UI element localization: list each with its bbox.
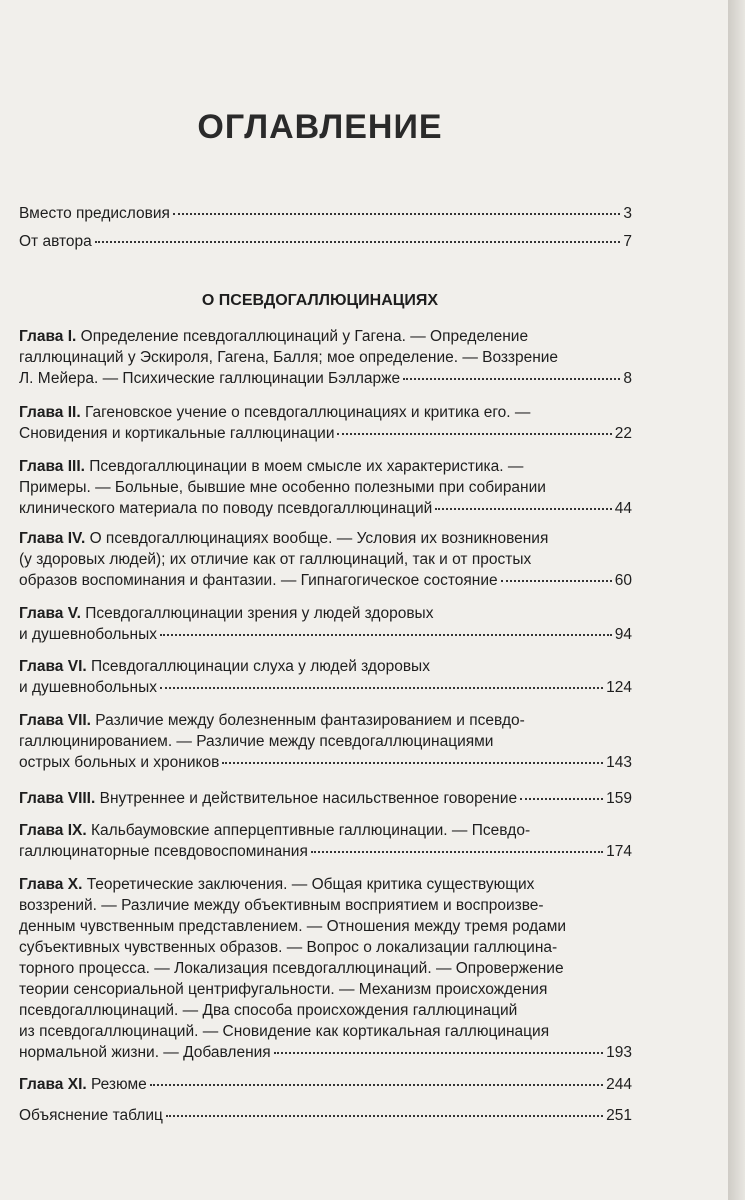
- chapter-label: Глава VII.: [19, 712, 91, 729]
- page-number: 159: [606, 790, 632, 807]
- entry-line: Примеры. — Больные, бывшие мне особенно полезными при собирании: [19, 479, 546, 496]
- dot-leader: [311, 851, 603, 853]
- toc-chapter-4: [19, 528, 632, 591]
- entry-line: Гагеновское учение о псевдогаллюцинациях и критика его. —: [80, 404, 531, 421]
- chapter-label: Глава II.: [19, 404, 81, 421]
- toc-chapter-1: [19, 326, 632, 389]
- chapter-label: Глава V.: [19, 605, 81, 622]
- entry-line: образов воспоминания и фантазии. — Гипнагогическое состояние: [19, 572, 498, 589]
- entry-line: Кальбаумовские апперцептивные галлюцинации. — Псевдо-: [86, 822, 531, 839]
- dot-leader: [173, 213, 620, 215]
- toc-chapter-9: [19, 820, 632, 862]
- page-number: 244: [606, 1076, 632, 1093]
- entry-line: денным чувственным представлением. — Отношения между тремя родами: [19, 918, 567, 935]
- entry-text: Объяснение таблиц: [19, 1107, 163, 1124]
- entry-line: Теоретические заключения. — Общая критика существующих: [82, 876, 535, 893]
- chapter-label: Глава XI.: [19, 1076, 87, 1093]
- entry-line: галлюцинированием. — Различие между псевдогаллюцинациями: [19, 733, 494, 750]
- chapter-label: Глава X.: [19, 876, 83, 893]
- entry-line: из псевдогаллюцинаций. — Сновидение как кортикальная галлюцинация: [19, 1023, 550, 1040]
- dot-leader: [150, 1084, 603, 1086]
- entry-text: От автора: [19, 233, 92, 250]
- dot-leader: [160, 687, 603, 689]
- entry-line: галлюцинаций у Эскироля, Гагена, Балля; мое определение. — Воззрение: [19, 349, 559, 366]
- section-heading: О ПСЕВДОГАЛЛЮЦИНАЦИЯХ: [201, 292, 439, 309]
- page-number: 7: [623, 233, 632, 250]
- page-edge: [728, 0, 745, 1200]
- chapter-label: Глава VI.: [19, 658, 87, 675]
- page-number: 124: [606, 679, 632, 696]
- page-number: 251: [606, 1107, 632, 1124]
- page-title: ОГЛАВЛЕНИЕ: [197, 108, 443, 146]
- dot-leader: [435, 508, 611, 510]
- toc-chapter-10: [19, 874, 632, 1063]
- dot-leader: [501, 580, 612, 582]
- dot-leader: [337, 433, 611, 435]
- entry-text: Вместо предисловия: [19, 205, 170, 222]
- chapter-label: Глава IV.: [19, 530, 86, 547]
- entry-line: Различие между болезненным фантазированием и псевдо-: [91, 712, 525, 729]
- toc-entry-tables: [19, 1105, 632, 1126]
- entry-line: Псевдогаллюцинации зрения у людей здоровых: [80, 605, 434, 622]
- chapter-label: Глава I.: [19, 328, 77, 345]
- toc-entry-preface: [19, 203, 632, 224]
- toc-chapter-7: [19, 710, 632, 773]
- toc-chapter-5: [19, 603, 632, 645]
- dot-leader: [274, 1052, 603, 1054]
- dot-leader: [166, 1115, 603, 1117]
- entry-line: субъективных чувственных образов. — Вопрос о локализации галлюцина-: [19, 939, 558, 956]
- chapter-label: Глава VIII.: [19, 790, 96, 807]
- entry-line: клинического материала по поводу псевдогаллюцинаций: [19, 500, 433, 517]
- entry-line: и душевнобольных: [19, 626, 157, 643]
- entry-line: торного процесса. — Локализация псевдогаллюцинаций. — Опровержение: [19, 960, 564, 977]
- entry-line: Псевдогаллюцинации в моем смысле их характеристика. —: [84, 458, 524, 475]
- entry-line: и душевнобольных: [19, 679, 157, 696]
- dot-leader: [520, 798, 603, 800]
- entry-line: Л. Мейера. — Психические галлюцинации Бэлларже: [19, 370, 401, 387]
- page-number: 3: [623, 205, 632, 222]
- page-number: 60: [614, 572, 632, 589]
- page-number: 174: [606, 843, 632, 860]
- dot-leader: [95, 241, 621, 243]
- entry-line: Псевдогаллюцинации слуха у людей здоровых: [86, 658, 430, 675]
- entry-line: галлюцинаторные псевдовоспоминания: [19, 843, 308, 860]
- entry-line: (у здоровых людей); их отличие как от галлюцинаций, так и от простых: [19, 551, 532, 568]
- page-number: 193: [606, 1044, 632, 1061]
- entry-line: Сновидения и кортикальные галлюцинации: [19, 425, 335, 442]
- toc-chapter-8: [19, 788, 632, 809]
- entry-line: Резюме: [86, 1076, 147, 1093]
- chapter-label: Глава IX.: [19, 822, 87, 839]
- entry-line: О псевдогаллюцинациях вообще. — Условия их возникновения: [85, 530, 549, 547]
- entry-line: Определение псевдогаллюцинаций у Гагена. — Определение: [76, 328, 529, 345]
- entry-line: воззрений. — Различие между объективным восприятием и воспроизве-: [19, 897, 544, 914]
- toc-chapter-3: [19, 456, 632, 519]
- toc-chapter-11: [19, 1074, 632, 1095]
- entry-line: теории сенсориальной центрифугальности. — Механизм происхождения: [19, 981, 548, 998]
- chapter-label: Глава III.: [19, 458, 85, 475]
- page-number: 94: [614, 626, 632, 643]
- dot-leader: [403, 378, 620, 380]
- dot-leader: [222, 762, 603, 764]
- toc-entry-from-author: [19, 231, 632, 252]
- page-number: 22: [614, 425, 632, 442]
- entry-line: псевдогаллюцинаций. — Два способа происхождения галлюцинаций: [19, 1002, 518, 1019]
- dot-leader: [160, 634, 612, 636]
- entry-line: Внутреннее и действительное насильственное говорение: [95, 790, 518, 807]
- page-number: 8: [623, 370, 632, 387]
- page-number: 44: [614, 500, 632, 517]
- entry-line: нормальной жизни. — Добавления: [19, 1044, 271, 1061]
- toc-chapter-6: [19, 656, 632, 698]
- entry-line: острых больных и хроников: [19, 754, 220, 771]
- toc-chapter-2: [19, 402, 632, 444]
- page-number: 143: [606, 754, 632, 771]
